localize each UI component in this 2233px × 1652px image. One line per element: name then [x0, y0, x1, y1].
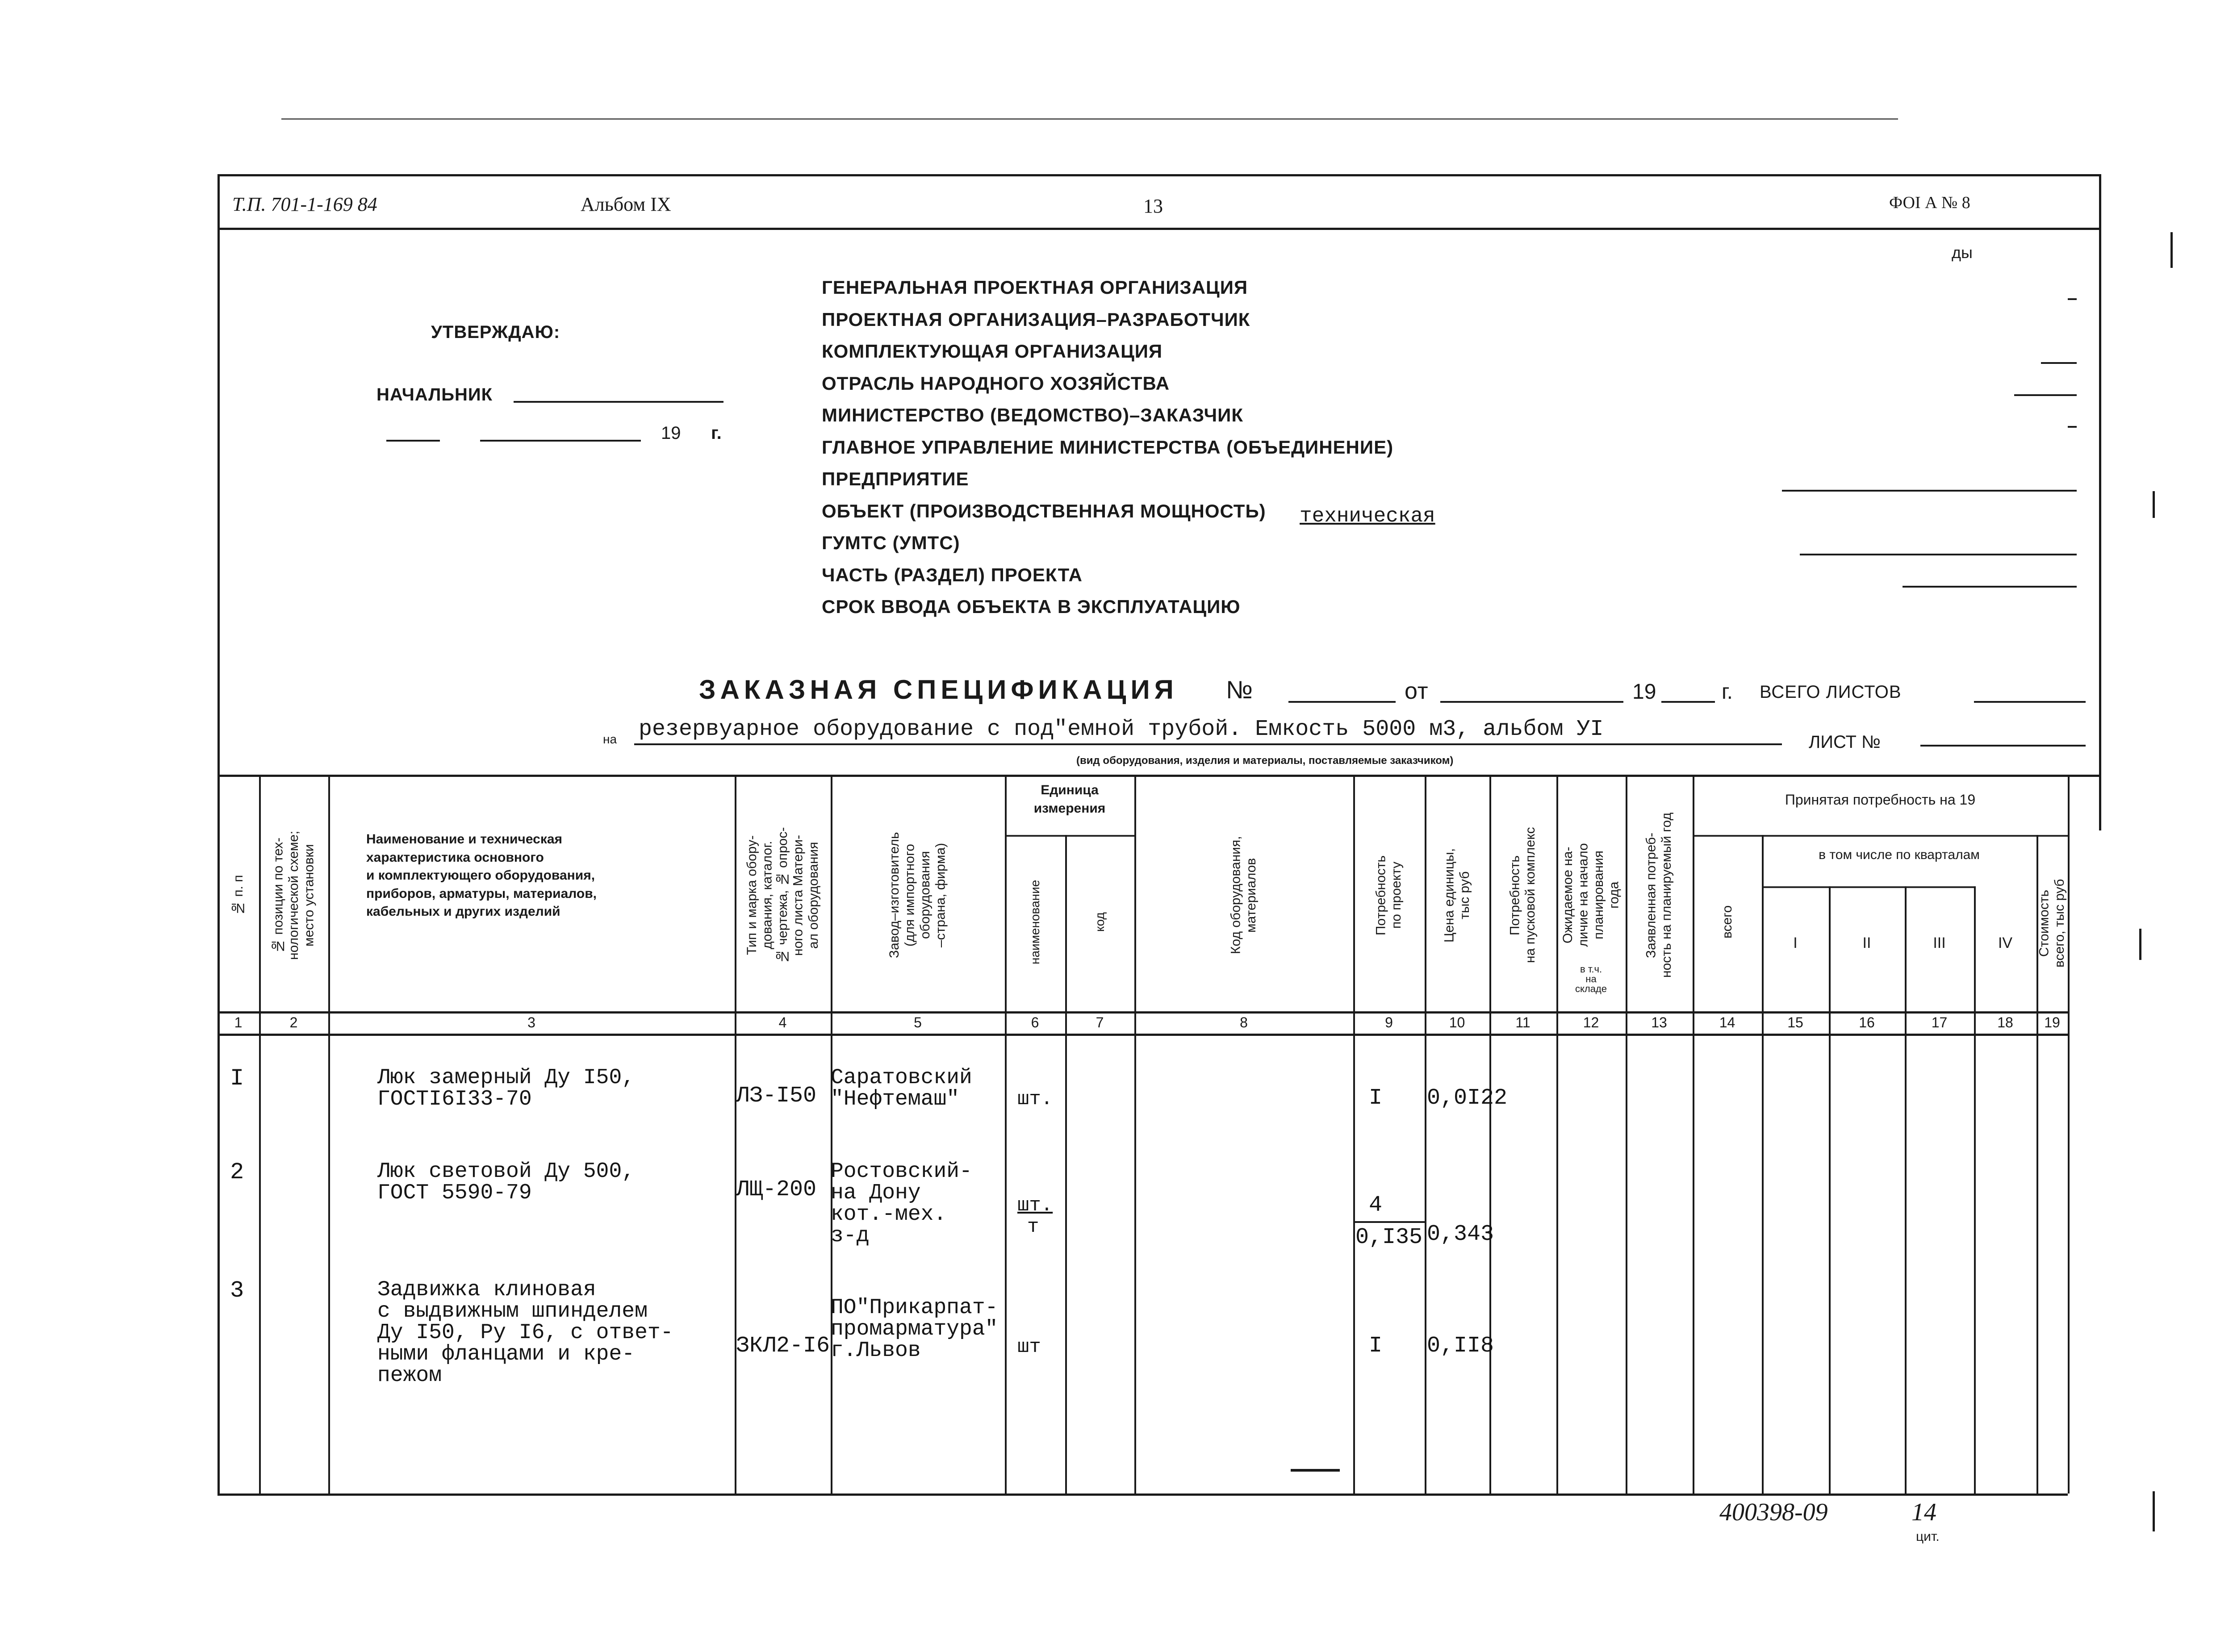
chief-label: НАЧАЛЬНИК: [376, 385, 493, 405]
col-header-expected-stock: в т.ч. на складе: [1575, 964, 1607, 994]
spec-no-line: [1288, 701, 1396, 703]
col-header-maker: Завод–изготовитель (для импортного оборудования –страна, фирма): [887, 832, 948, 959]
spec-for-label: на: [603, 732, 617, 746]
org-field-line[interactable]: [2014, 394, 2077, 396]
quarter-group-header: в том числе по кварталам: [1819, 847, 1980, 862]
row-maker: Саратовский "Нефтемаш": [831, 1066, 972, 1111]
sheet-no-line: [1920, 745, 2086, 747]
column-number: 18: [1997, 1014, 2013, 1030]
page-number: 13: [1143, 195, 1163, 217]
spec-year-suffix: г.: [1722, 680, 1733, 704]
spec-year-line: [1661, 701, 1715, 703]
row-price: 0,0I22: [1427, 1085, 1508, 1111]
table-col-line: [1425, 775, 1426, 1493]
column-number: 19: [2044, 1014, 2060, 1030]
row-need: 4: [1369, 1193, 1383, 1218]
date-day-line: [386, 440, 440, 442]
spec-title: ЗАКАЗНАЯ СПЕЦИФИКАЦИЯ: [699, 675, 1178, 705]
org-field-label: ГЕНЕРАЛЬНАЯ ПРОЕКТНАЯ ОРГАНИЗАЦИЯ: [822, 277, 1248, 298]
table-col-line: [1134, 775, 1136, 1493]
table-col-line: [1005, 775, 1007, 1493]
unit-group-line: [1005, 835, 1134, 837]
col-header-expected: Ожидаемое на- личие на начало планирования года: [1560, 843, 1621, 947]
row-need-divider: [1353, 1221, 1425, 1223]
row-type: ЛЗ-I50: [736, 1083, 817, 1109]
chief-signature-line: [514, 401, 723, 403]
date-month-line: [480, 440, 641, 442]
table-col-line: [831, 775, 832, 1493]
spec-total-sheets: ВСЕГО ЛИСТОВ: [1760, 682, 1902, 702]
column-number: 10: [1449, 1014, 1465, 1030]
col-header-name: Наименование и техническая характеристика основного и комплектующего оборудования, приборов, арматуры, материалов, кабельных и других изделий: [366, 832, 597, 919]
org-field-label: ЧАСТЬ (РАЗДЕЛ) ПРОЕКТА: [822, 564, 1083, 585]
row-name: Люк замерный Ду I50, ГОСТI6I33-70: [377, 1066, 635, 1111]
table-col-line: [1065, 835, 1067, 1493]
row-number: 3: [230, 1277, 244, 1304]
org-field-label: ГУМТС (УМТС): [822, 532, 960, 553]
column-number: 3: [527, 1014, 535, 1030]
org-field-label: ГЛАВНОЕ УПРАВЛЕНИЕ МИНИСТЕРСТВА (ОБЪЕДИНЕНИЕ): [822, 437, 1394, 458]
table-col-line: [1829, 886, 1831, 1493]
column-number: 15: [1787, 1014, 1803, 1030]
table-top-line: [217, 775, 2099, 777]
top-border: [217, 174, 2101, 176]
approval-year: 19: [661, 423, 681, 443]
column-number: 8: [1240, 1014, 1248, 1030]
row-need: I: [1369, 1085, 1383, 1111]
org-field-line[interactable]: [1800, 554, 2077, 555]
scan-mark: [2139, 929, 2141, 960]
footer-stamp: 400398-09: [1719, 1498, 1828, 1526]
row-type: ЛЩ-200: [736, 1177, 817, 1202]
scan-mark: [1291, 1469, 1340, 1472]
album-label: Альбом IX: [581, 193, 671, 215]
row-name: Люк световой Ду 500, ГОСТ 5590-79: [377, 1160, 635, 1205]
column-number: 12: [1583, 1014, 1599, 1030]
row-name: Задвижка клиновая с выдвижным шпинделем Ду I50, Ру I6, с ответ- ными фланцами и кре- пежом: [377, 1278, 673, 1388]
column-number: 9: [1385, 1014, 1393, 1030]
col-header-unit-code: код: [1092, 912, 1107, 932]
column-number: 2: [289, 1014, 298, 1030]
row-type: ЗКЛ2-I6: [736, 1333, 830, 1359]
row-unit: шт: [1017, 1336, 1041, 1358]
spec-from-label: от: [1405, 678, 1429, 704]
table-bottom-line: [217, 1493, 2068, 1496]
subject-caption: (вид оборудования, изделия и материалы, поставляемые заказчиком): [1076, 755, 1454, 767]
quarter-group-line: [1762, 886, 1974, 888]
col-header-quarter: I: [1793, 934, 1798, 951]
spec-date-line: [1440, 701, 1623, 703]
table-col-line: [1974, 886, 1976, 1493]
row-need: I: [1369, 1333, 1383, 1359]
row-unit-secondary: т: [1027, 1216, 1039, 1238]
doc-code: Т.П. 701-1-169 84: [232, 193, 377, 215]
org-field-line[interactable]: [2068, 298, 2077, 300]
row-number: I: [230, 1065, 244, 1092]
scan-edge-line: [281, 118, 1898, 120]
org-field-label: ОТРАСЛЬ НАРОДНОГО ХОЗЯЙСТВА: [822, 373, 1170, 394]
spec-subject: резервуарное оборудование с под"емной трубой. Емкость 5000 м3, альбом УI: [639, 717, 1604, 742]
col-header-need: Потребность по проекту: [1373, 855, 1404, 935]
org-field-line[interactable]: [1782, 490, 2077, 492]
org-field-line[interactable]: [2068, 426, 2077, 428]
approval-year-suffix: г.: [711, 423, 722, 443]
column-number: 17: [1931, 1014, 1948, 1030]
row-maker: Ростовский- на Дону кот.-мех. з-д: [831, 1160, 972, 1248]
col-header-quarter: IV: [1998, 934, 2013, 951]
col-header-number: № п. п: [230, 875, 246, 916]
footer-note: цит.: [1916, 1529, 1940, 1544]
row-unit: шт.: [1017, 1088, 1053, 1110]
spec-year-label: 19: [1632, 680, 1656, 704]
table-numbers-bottom: [217, 1034, 2068, 1036]
col-header-unit-name: наименование: [1028, 880, 1042, 964]
column-number: 16: [1859, 1014, 1875, 1030]
col-header-type: Тип и марка обору- дования, каталог. № чертежа, № опрос- ного листа Матери- ал оборудования: [744, 827, 821, 964]
table-col-line: [328, 775, 330, 1493]
org-field-label: СРОК ВВОДА ОБЪЕКТА В ЭКСПЛУАТАЦИЮ: [822, 596, 1241, 617]
column-number: 13: [1651, 1014, 1667, 1030]
total-sheets-line: [1974, 701, 2086, 703]
spec-subject-line: [634, 743, 1782, 745]
accepted-group-line: [1693, 835, 2068, 837]
org-field-label: ПРЕДПРИЯТИЕ: [822, 468, 969, 489]
scan-mark: [2153, 491, 2155, 518]
org-field-label: МИНИСТЕРСТВО (ВЕДОМСТВО)–ЗАКАЗЧИК: [822, 405, 1243, 426]
accepted-group-header: Принятая потребность на 19: [1785, 792, 1976, 808]
org-field-line[interactable]: [2041, 362, 2077, 364]
scan-mark: [2153, 1491, 2155, 1531]
row-price: 0,II8: [1427, 1333, 1494, 1359]
row-need-secondary: 0,I35: [1355, 1225, 1423, 1250]
table-col-line: [1693, 775, 1694, 1493]
col-header-cost: Стоимость всего, тыс руб: [2036, 879, 2067, 968]
side-code: ды: [1952, 243, 1973, 262]
right-border: [2099, 174, 2101, 830]
footer-sheet: 14: [1911, 1498, 1936, 1526]
col-header-quarter: III: [1933, 934, 1946, 951]
table-col-line: [1905, 886, 1907, 1493]
header-underline: [217, 228, 2101, 230]
table-col-line: [1489, 775, 1491, 1493]
unit-group-header: Единица измерения: [1033, 783, 1106, 816]
table-header-bottom: [217, 1011, 2068, 1014]
column-number: 11: [1515, 1014, 1530, 1030]
table-col-line: [1556, 775, 1558, 1493]
org-field-line[interactable]: [1903, 586, 2077, 588]
spec-no-label: №: [1226, 676, 1254, 704]
scan-mark: [2170, 232, 2173, 268]
column-number: 5: [914, 1014, 922, 1030]
col-header-launch-need: Потребность на пусковой комплекс: [1507, 827, 1538, 964]
col-header-quarter: II: [1862, 934, 1871, 951]
column-number: 14: [1719, 1014, 1735, 1030]
column-number: 7: [1096, 1014, 1104, 1030]
col-header-position: № позиции по тех- нологической схеме; место установки: [270, 830, 316, 960]
col-header-equipment-code: Код оборудования, материалов: [1228, 836, 1259, 955]
col-header-price: Цена единицы, тыс руб: [1442, 848, 1472, 943]
org-field-label: ПРОЕКТНАЯ ОРГАНИЗАЦИЯ–РАЗРАБОТЧИК: [822, 309, 1250, 330]
col-header-declared: Заявленная потреб- ность на планируемый год: [1643, 812, 1674, 978]
row-price: 0,343: [1427, 1222, 1494, 1247]
column-number: 4: [778, 1014, 787, 1030]
column-number: 6: [1031, 1014, 1039, 1030]
approval-title: УТВЕРЖДАЮ:: [431, 322, 560, 342]
col-header-total: всего: [1719, 905, 1735, 939]
row-number: 2: [230, 1159, 244, 1185]
table-col-line: [1353, 775, 1355, 1493]
form-label: ФОI А № 8: [1889, 193, 1970, 212]
row-maker: ПО"Прикарпат- промарматура" г.Львов: [831, 1296, 998, 1363]
org-field-label: КОМПЛЕКТУЮЩАЯ ОРГАНИЗАЦИЯ: [822, 341, 1163, 362]
table-col-line: [1626, 775, 1627, 1493]
org-field-label: ОБЪЕКТ (ПРОИЗВОДСТВЕННАЯ МОЩНОСТЬ): [822, 501, 1266, 521]
sheet-no-label: ЛИСТ №: [1809, 732, 1881, 752]
object-value: техническая: [1300, 505, 1435, 528]
row-unit: шт.: [1017, 1194, 1053, 1217]
column-number: 1: [234, 1014, 243, 1030]
